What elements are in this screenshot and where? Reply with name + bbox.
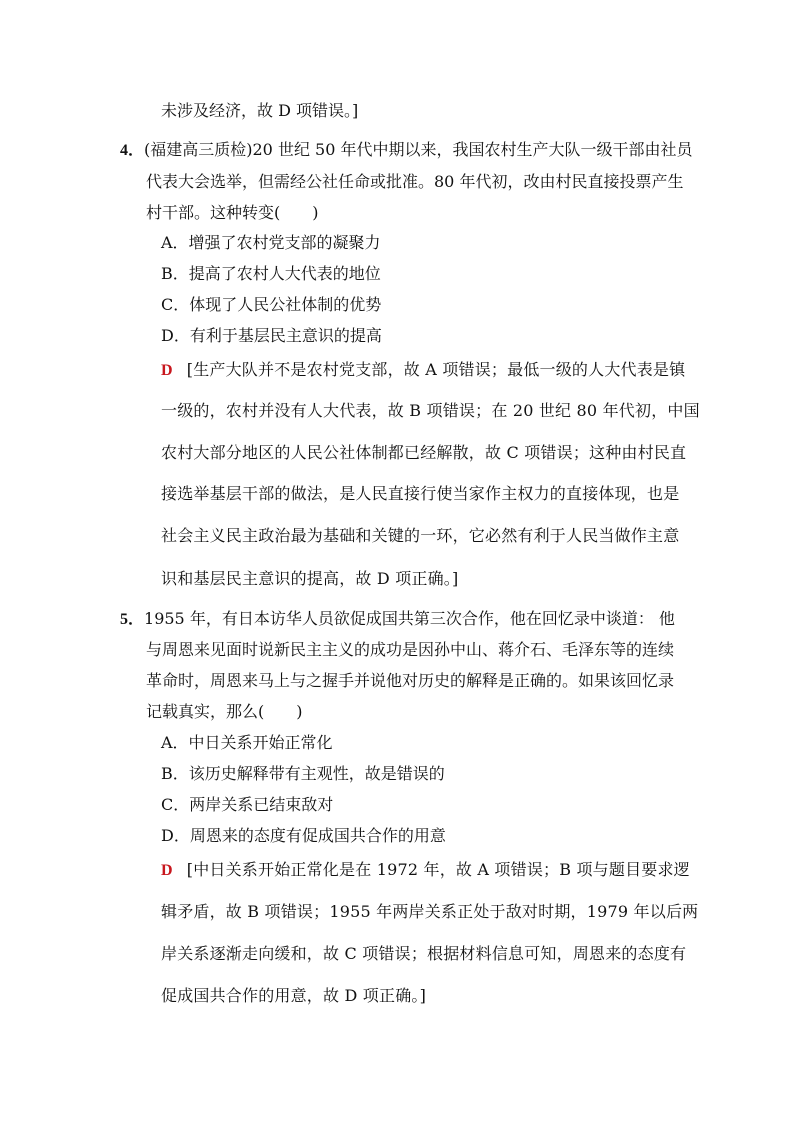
question-number: 5． — [120, 611, 145, 628]
explanation-line: 一级的，农村并没有人大代表，故 B 项错误；在 20 世纪 80 年代初，中国 — [161, 401, 700, 420]
explanation-line: [生产大队并不是农村党支部，故 A 项错误；最低一级的人大代表是镇 — [186, 360, 686, 379]
option-a: A．中日关系开始正常化 — [161, 733, 333, 752]
explanation-line: 识和基层民主意识的提高，故 D 项正确。] — [161, 569, 459, 588]
explanation-line: 辑矛盾，故 B 项错误；1955 年两岸关系正处于敌对时期，1979 年以后两 — [161, 902, 699, 921]
question-stem-line: 与周恩来见面时说新民主主义的成功是因孙中山、蒋介石、毛泽东等的连续 — [146, 640, 675, 659]
option-a: A．增强了农村党支部的凝聚力 — [161, 233, 381, 252]
question-stem-line: 代表大会选举，但需经公社任命或批准。80 年代初，改由村民直接投票产生 — [146, 172, 684, 191]
question-stem-line: 村干部。这种转变( ) — [146, 203, 319, 222]
question-stem-line: 革命时，周恩来马上与之握手并说他对历史的解释是正确的。如果该回忆录 — [146, 671, 675, 690]
option-d: D．周恩来的态度有促成国共合作的用意 — [161, 826, 446, 845]
previous-explanation-tail: 未涉及经济，故 D 项错误。] — [161, 101, 359, 120]
option-b: B．该历史解释带有主观性，故是错误的 — [161, 764, 445, 783]
question-stem-line: (福建高三质检)20 世纪 50 年代中期以来，我国农村生产大队一级干部由社员 — [144, 140, 693, 159]
explanation-line: [中日关系开始正常化是在 1972 年，故 A 项错误；B 项与题目要求逻 — [186, 860, 690, 879]
option-c: C．两岸关系已结束敌对 — [161, 795, 334, 814]
option-d: D．有利于基层民主意识的提高 — [161, 326, 382, 345]
answer-letter: D — [161, 362, 173, 379]
answer-letter: D — [161, 862, 173, 879]
explanation-line: 促成国共合作的用意，故 D 项正确。] — [161, 986, 427, 1005]
question-number: 4． — [120, 142, 145, 159]
explanation-line: 农村大部分地区的人民公社体制都已经解散，故 C 项错误；这种由村民直 — [161, 443, 687, 462]
question-stem-line: 1955 年，有日本访华人员欲促成国共第三次合作，他在回忆录中谈道： 他 — [144, 609, 675, 628]
explanation-line: 接选举基层干部的做法，是人民直接行使当家作主权力的直接体现，也是 — [161, 484, 680, 503]
option-b: B．提高了农村人大代表的地位 — [161, 264, 381, 283]
question-stem-line: 记载真实，那么( ) — [146, 702, 303, 721]
option-c: C．体现了人民公社体制的优势 — [161, 295, 382, 314]
explanation-line: 岸关系逐渐走向缓和，故 C 项错误；根据材料信息可知，周恩来的态度有 — [161, 944, 687, 963]
explanation-line: 社会主义民主政治最为基础和关键的一环，它必然有利于人民当做作主意 — [161, 526, 680, 545]
